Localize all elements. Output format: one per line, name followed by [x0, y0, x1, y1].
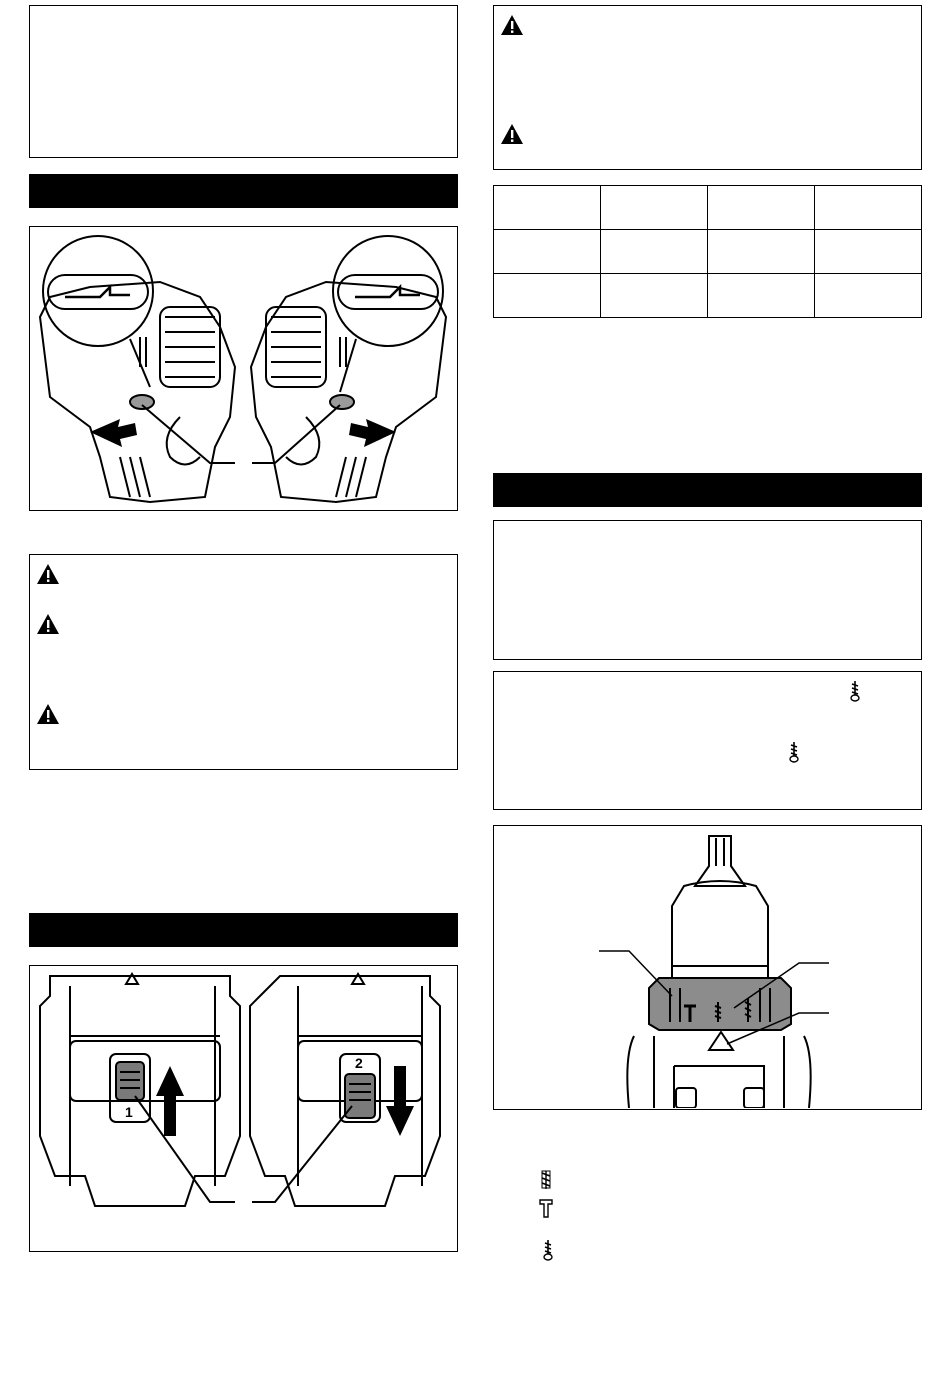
caution-box: [29, 554, 458, 770]
table-row: [494, 230, 922, 274]
section-heading-bar: [29, 913, 458, 947]
position-number-1: 1: [125, 1104, 133, 1120]
note-box: [29, 5, 458, 158]
warning-icon: [36, 703, 60, 725]
figure-reversing-switch: [29, 226, 458, 511]
hammer-icon: [539, 1198, 553, 1218]
note-box: [493, 671, 922, 810]
warning-icon: [500, 123, 524, 145]
table-row: [494, 274, 922, 318]
table-row: [494, 186, 922, 230]
spec-table: [493, 185, 922, 318]
screw-icon: [788, 741, 800, 763]
section-heading-bar: [493, 473, 922, 507]
warning-icon: [36, 563, 60, 585]
screw-icon: [542, 1239, 554, 1261]
position-number-2: 2: [355, 1055, 363, 1071]
speed-change-illustration: [30, 966, 456, 1250]
screw-icon: [849, 680, 861, 702]
note-box: [493, 520, 922, 660]
figure-action-mode: [493, 825, 922, 1110]
warning-box: [493, 5, 922, 170]
reversing-switch-illustration: [30, 227, 456, 509]
section-heading-bar: [29, 174, 458, 208]
figure-speed-change: [29, 965, 458, 1252]
drill-bit-icon: [540, 1170, 552, 1190]
warning-icon: [500, 14, 524, 36]
action-mode-illustration: [494, 826, 920, 1108]
warning-icon: [36, 613, 60, 635]
